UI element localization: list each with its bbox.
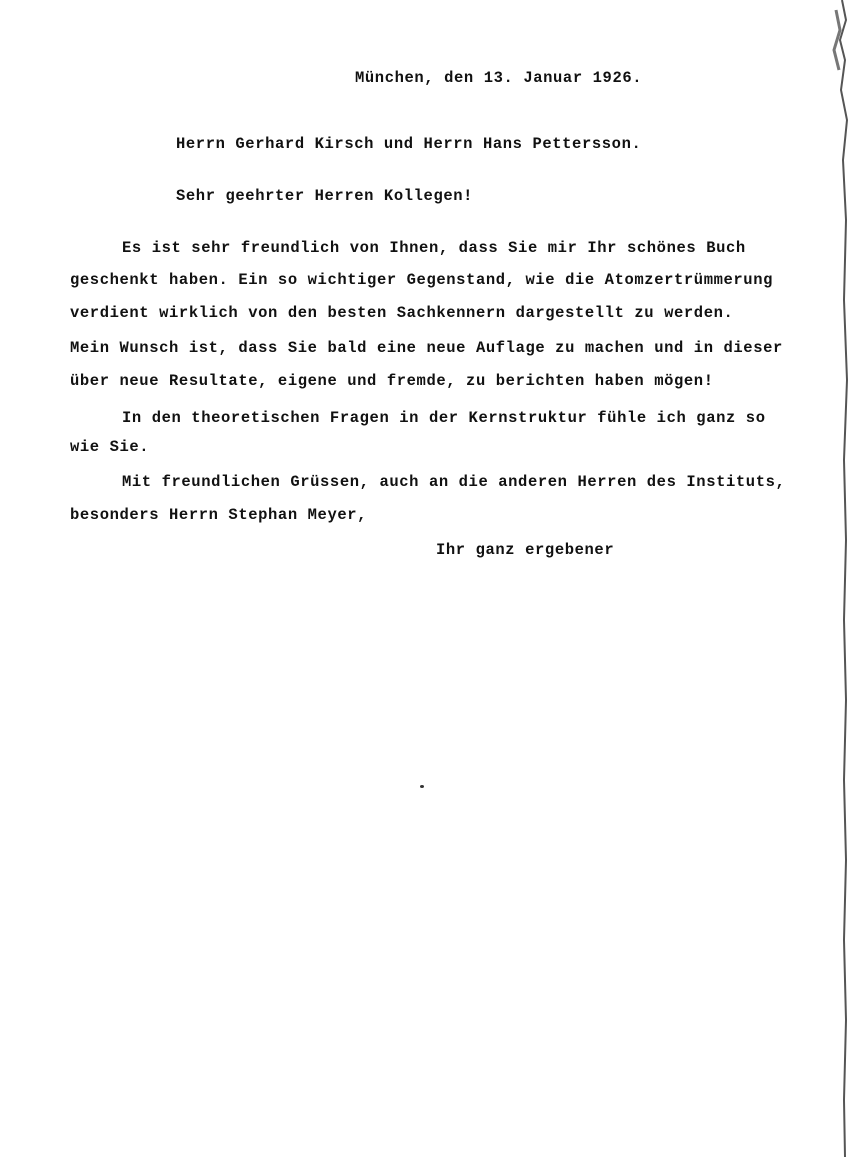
- paragraph-line: über neue Resultate, eigene und fremde, zu berichten haben mögen!: [70, 372, 714, 390]
- ink-speck: [420, 785, 424, 788]
- paragraph-line: wie Sie.: [70, 438, 150, 456]
- paragraph-line: Mit freundlichen Grüssen, auch an die anderen Herren des Instituts,: [122, 473, 786, 491]
- paragraph-line: besonders Herrn Stephan Meyer,: [70, 506, 368, 524]
- letter-salutation: Sehr geehrter Herren Kollegen!: [176, 187, 474, 205]
- scan-edge-artifact: [828, 0, 850, 1157]
- paragraph-line: Es ist sehr freundlich von Ihnen, dass Sie mir Ihr schönes Buch: [122, 239, 746, 257]
- letter-date: München, den 13. Januar 1926.: [355, 69, 643, 87]
- paragraph-line: geschenkt haben. Ein so wichtiger Gegenstand, wie die Atomzertrümmerung: [70, 271, 774, 289]
- paragraph-line: In den theoretischen Fragen in der Kernstruktur fühle ich ganz so: [122, 409, 766, 427]
- paragraph-line: Mein Wunsch ist, dass Sie bald eine neue Auflage zu machen und in dieser: [70, 339, 783, 357]
- paragraph-line: verdient wirklich von den besten Sachkennern dargestellt zu werden.: [70, 304, 734, 322]
- letter-addressee: Herrn Gerhard Kirsch und Herrn Hans Pettersson.: [176, 135, 642, 153]
- letter-closing: Ihr ganz ergebener: [436, 541, 615, 559]
